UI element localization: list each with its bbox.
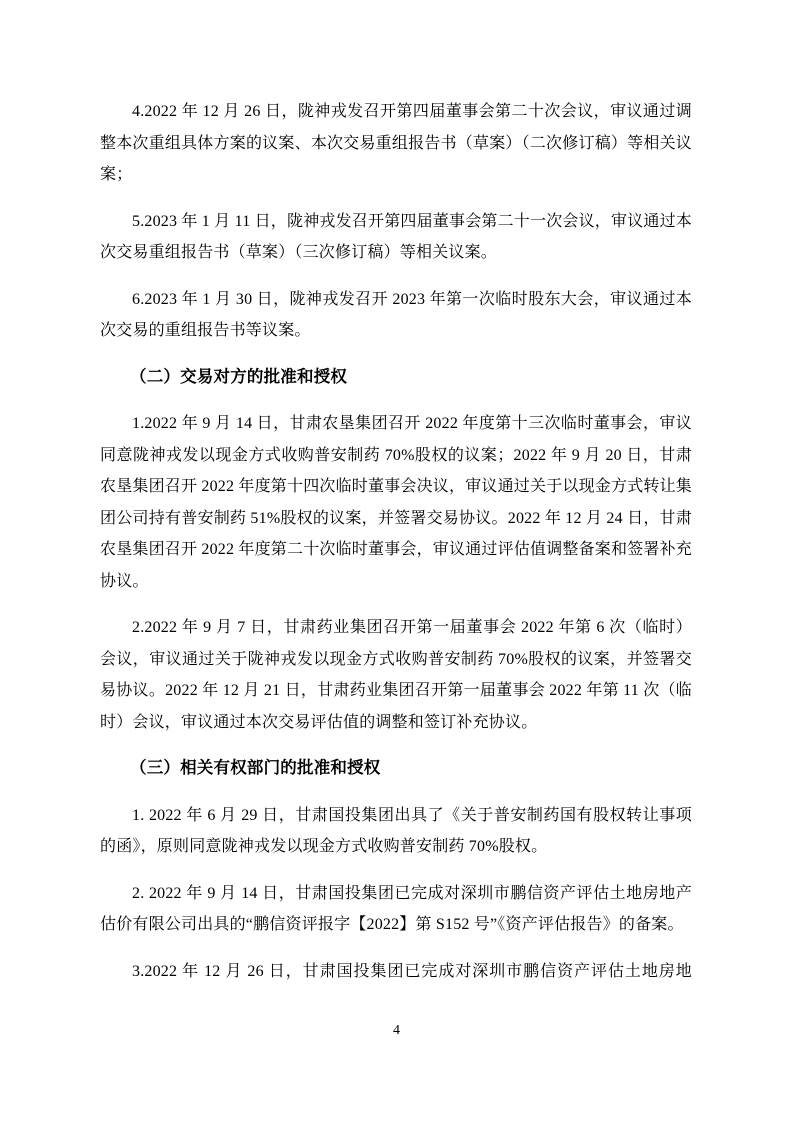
paragraph-item-6: 6.2023 年 1 月 30 日，陇神戎发召开 2023 年第一次临时股东大会，审议通过本次交易的重组报告书等议案。 <box>100 290 692 339</box>
paragraph-item-4: 4.2022 年 12 月 26 日，陇神戎发召开第四届董事会第二十次会议，审议通过调整本次重组具体方案的议案、本次交易重组报告书（草案）（二次修订稿）等相关议案； <box>100 103 692 183</box>
section-heading-counterparty-approvals: （二）交易对方的批准和授权 <box>130 367 348 386</box>
paragraph-item-5: 5.2023 年 1 月 11 日，陇神戎发召开第四届董事会第二十一次会议，审议通过本次交易重组报告书（草案）（三次修订稿）等相关议案。 <box>100 212 693 261</box>
page-content <box>100 96 692 987</box>
section-heading-authority-approvals: （三）相关有权部门的批准和授权 <box>130 759 381 777</box>
paragraph-item-2-filing: 2. 2022 年 9 月 14 日，甘肃国投集团已完成对深圳市鹏信资产评估土地房地产估价有限公司出具的“鹏信资评报字【2022】第 S152 号”《资产评估报告》的备案。 <box>100 884 692 933</box>
paragraph-item-1-guotou-letter: 1. 2022 年 6 月 29 日，甘肃国投集团出具了《关于普安制药国有股权转让事项的函》，原则同意陇神戎发以现金方式收购普安制药 70%股权。 <box>100 806 692 855</box>
paragraph-item-3-filing-continued: 3.2022 年 12 月 26 日，甘肃国投集团已完成对深圳市鹏信资产评估土地房地 <box>132 962 692 980</box>
page-number: 4 <box>393 1023 400 1038</box>
paragraph-item-1-nongken: 1.2022 年 9 月 14 日，甘肃农垦集团召开 2022 年度第十三次临时董事会，审议同意陇神戎发以现金方式收购普安制药 70%股权的议案；2022 年 9 月 20 日，甘肃农垦集团召开 2022 年度第十四次临时董事会决议，审议通过关于以现金方式转让集团公司持有普安制药 51%股权的议案，并签署交易协议。2022 年 12 月 24 日，甘肃农垦集团召开 2022 年度第二十次临时董事会，审议通过评估值调整备案和签署补充协议。 <box>100 415 693 590</box>
paragraph-item-2-pharma-group: 2.2022 年 9 月 7 日，甘肃药业集团召开第一届董事会 2022 年第 6 次（临时）会议，审议通过关于陇神戎发以现金方式收购普安制药 70%股权的议案，并签署交易协议。2022 年 12 月 21 日，甘肃药业集团召开第一届董事会 2022 年第 11 次（临时）会议，审议通过本次交易评估值的调整和签订补充协议。 <box>100 619 692 731</box>
